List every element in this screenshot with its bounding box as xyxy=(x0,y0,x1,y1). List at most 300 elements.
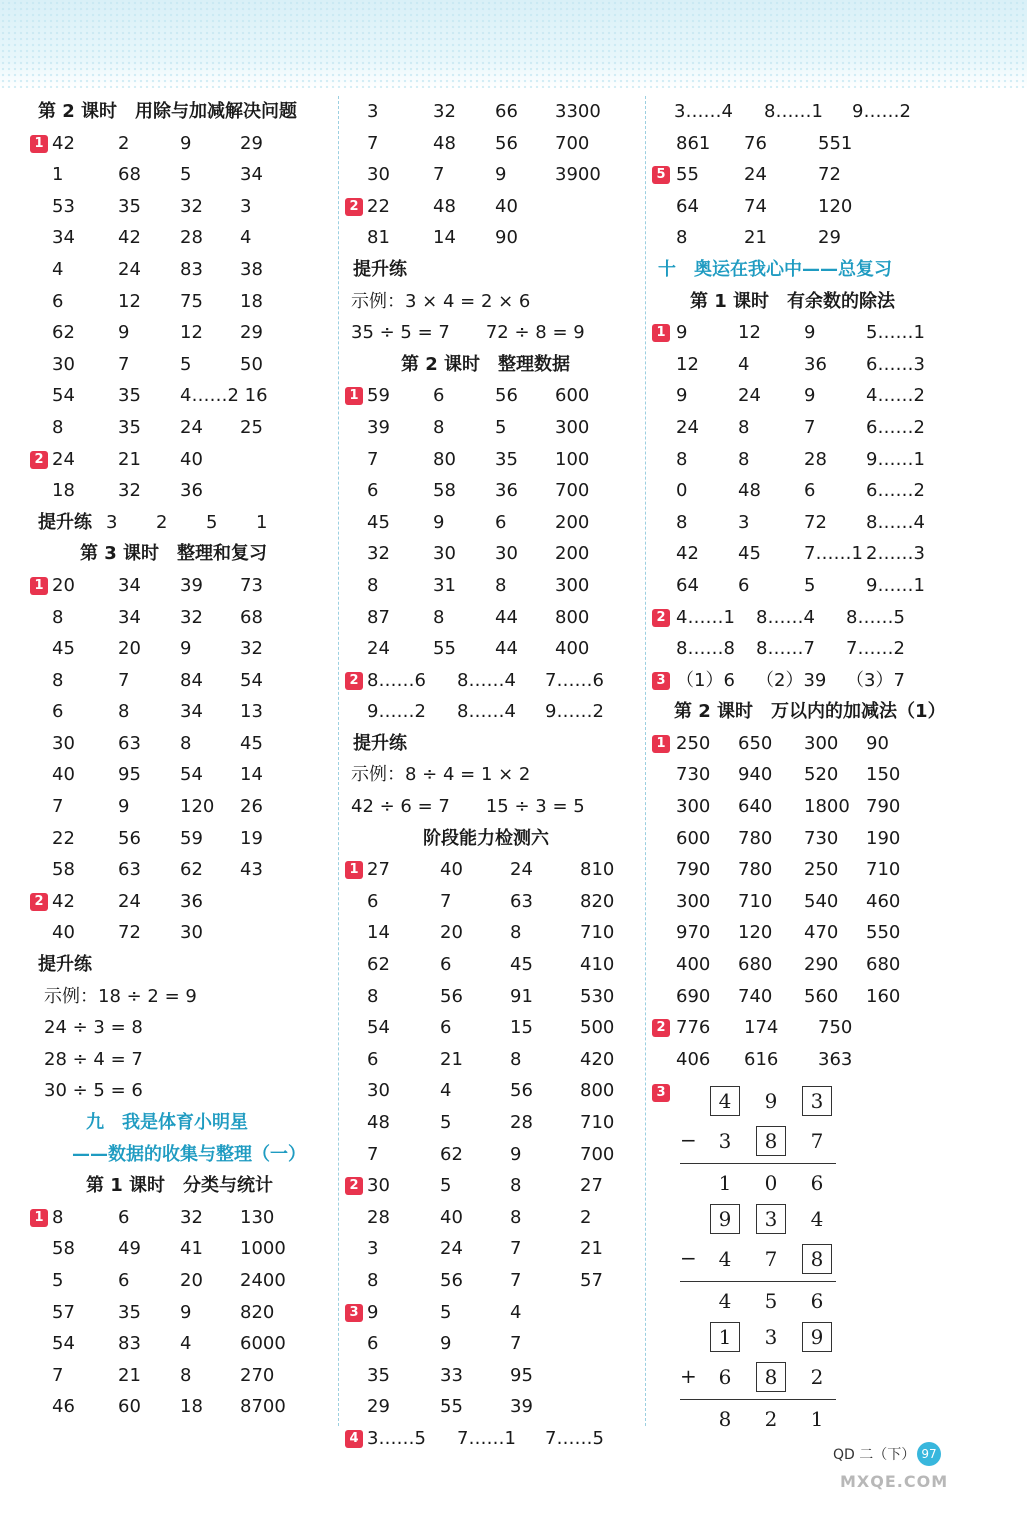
answer-cell: 24 xyxy=(118,890,141,912)
digit: 4 xyxy=(718,1247,732,1271)
filled-digit-box: 3 xyxy=(756,1204,786,1234)
answer-cell: 53 xyxy=(52,195,75,217)
answer-cell: 21 xyxy=(440,1048,463,1070)
question-number-badge: 5 xyxy=(652,166,670,184)
answer-row xyxy=(652,222,992,254)
answer-column-1 xyxy=(30,96,330,1423)
answer-cell: 750 xyxy=(818,1017,853,1039)
answer-cell: 42 xyxy=(52,890,75,912)
answer-cell: 4 xyxy=(738,353,750,375)
answer-cell: 7 xyxy=(118,669,130,691)
lesson-title: 阶段能力检测六 xyxy=(423,827,549,849)
answer-cell: 8 xyxy=(433,606,445,628)
answer-cell: 7 xyxy=(52,796,64,818)
answer-row xyxy=(30,222,330,254)
answer-cell: 8 xyxy=(180,732,192,754)
answer-cell: 8 xyxy=(738,416,750,438)
answer-cell: 6 xyxy=(367,890,379,912)
answer-row xyxy=(345,854,635,886)
answer-cell: 4……1 xyxy=(676,606,735,628)
answer-cell: 8……4 xyxy=(756,606,815,628)
answer-row xyxy=(30,286,330,318)
answer-cell: 7 xyxy=(510,1238,522,1260)
answer-cell: 7 xyxy=(433,164,445,186)
answer-row xyxy=(30,981,330,1013)
answer-cell: 80 xyxy=(433,448,456,470)
answer-cell: 7 xyxy=(118,353,130,375)
answer-cell: 35 xyxy=(118,1301,141,1323)
answer-row xyxy=(30,1202,330,1234)
answer-row xyxy=(652,507,992,539)
answer-cell: 6000 xyxy=(240,1333,286,1355)
answer-cell: 66 xyxy=(495,101,518,122)
answer-cell: 55 xyxy=(676,164,699,186)
answer-cell: 68 xyxy=(240,606,263,628)
answer-cell: 32 xyxy=(433,101,456,122)
answer-cell: 45 xyxy=(510,954,533,976)
answer-cell: 33 xyxy=(440,1364,463,1386)
answer-cell: 64 xyxy=(676,195,699,217)
answer-cell: 7 xyxy=(804,416,816,438)
filled-digit-box: 3 xyxy=(802,1086,832,1116)
answer-cell: 29 xyxy=(367,1396,390,1418)
answer-cell: 700 xyxy=(580,1143,615,1165)
answer-cell: 8……1 xyxy=(764,101,823,122)
result-digit: 1 xyxy=(810,1407,824,1431)
answer-cell: 640 xyxy=(738,796,773,818)
answer-cell: 6 xyxy=(52,290,64,312)
answer-cell: 120 xyxy=(818,195,853,217)
answer-row xyxy=(345,254,635,286)
answer-cell: 970 xyxy=(676,922,711,944)
answer-cell: 6……3 xyxy=(866,353,925,375)
answer-cell: 45 xyxy=(738,543,761,565)
answer-cell: 39 xyxy=(180,574,203,596)
answer-row xyxy=(652,412,992,444)
answer-cell: 200 xyxy=(555,511,590,533)
answer-cell: 6……2 xyxy=(866,480,925,502)
answer-cell: 24 xyxy=(744,164,767,186)
answer-cell: 9 xyxy=(180,1301,192,1323)
answer-cell: 64 xyxy=(676,574,699,596)
answer-row xyxy=(30,191,330,223)
answer-cell: 3 xyxy=(106,511,118,533)
answer-cell: 76 xyxy=(744,132,767,154)
answer-row xyxy=(30,1107,330,1139)
answer-cell: 6 xyxy=(52,701,64,723)
lesson-title: 第 1 课时 有余数的除法 xyxy=(690,290,896,312)
column-divider xyxy=(338,96,339,1426)
answer-cell: 36 xyxy=(804,353,827,375)
answer-cell: 2 xyxy=(118,132,130,154)
answer-cell: 7……1 xyxy=(804,543,863,565)
answer-cell: 520 xyxy=(804,764,839,786)
answer-cell: 30 xyxy=(180,922,203,944)
answer-cell: 54 xyxy=(52,1333,75,1355)
answer-cell: 410 xyxy=(580,954,615,976)
answer-cell: 48 xyxy=(433,132,456,154)
answer-cell: 56 xyxy=(495,385,518,407)
answer-row xyxy=(345,1360,635,1392)
answer-cell: 62 xyxy=(180,859,203,881)
answer-cell: 14 xyxy=(433,227,456,249)
operator-sign: − xyxy=(680,1246,697,1270)
answer-cell: 26 xyxy=(240,796,263,818)
question-number-badge: 2 xyxy=(345,672,363,690)
answer-row xyxy=(345,1391,635,1423)
answer-column-3 xyxy=(652,96,992,1075)
filled-digit-box: 9 xyxy=(710,1204,740,1234)
answer-cell: 63 xyxy=(118,732,141,754)
answer-row xyxy=(30,380,330,412)
answer-row xyxy=(652,981,992,1013)
example-text: 28 ÷ 4 = 7 xyxy=(44,1048,143,1070)
answer-cell: 28 xyxy=(367,1206,390,1228)
answer-row xyxy=(345,507,635,539)
answer-cell: 63 xyxy=(118,859,141,881)
answer-cell: 8 xyxy=(52,606,64,628)
answer-cell: 5 xyxy=(804,574,816,596)
answer-row xyxy=(345,412,635,444)
answer-row xyxy=(30,1233,330,1265)
answer-row xyxy=(652,380,992,412)
answer-cell: 4 xyxy=(240,227,252,249)
answer-row xyxy=(30,349,330,381)
answer-cell: 7……5 xyxy=(545,1427,604,1449)
answer-row xyxy=(345,728,635,760)
answer-row xyxy=(345,1012,635,1044)
answer-cell: 30 xyxy=(367,1080,390,1102)
result-digit: 6 xyxy=(810,1289,824,1313)
question-number-badge: 3 xyxy=(345,1304,363,1322)
answer-cell: 7 xyxy=(367,448,379,470)
answer-cell: 48 xyxy=(738,480,761,502)
answer-cell: 8……6 xyxy=(367,669,426,691)
answer-cell: 9……1 xyxy=(866,448,925,470)
result-digit: 5 xyxy=(764,1289,778,1313)
answer-cell: 20 xyxy=(118,638,141,660)
result-digit: 0 xyxy=(764,1171,778,1195)
answer-cell: 24 xyxy=(738,385,761,407)
answer-cell: （1）6 xyxy=(676,669,735,691)
answer-row xyxy=(345,1265,635,1297)
answer-row xyxy=(345,1139,635,1171)
answer-cell: 30 xyxy=(433,543,456,565)
answer-cell: 7……1 xyxy=(457,1427,516,1449)
answer-cell: 22 xyxy=(52,827,75,849)
answer-cell: 8……4 xyxy=(866,511,925,533)
answer-cell: 72 xyxy=(804,511,827,533)
question-number-badge: 3 xyxy=(652,672,670,690)
answer-row xyxy=(30,728,330,760)
answer-row xyxy=(345,602,635,634)
answer-row xyxy=(345,759,635,791)
answer-cell: 40 xyxy=(440,1206,463,1228)
answer-row xyxy=(30,1297,330,1329)
answer-cell: 8 xyxy=(118,701,130,723)
answer-row xyxy=(345,1202,635,1234)
answer-row xyxy=(30,96,330,128)
answer-row xyxy=(345,475,635,507)
answer-cell: 87 xyxy=(367,606,390,628)
column-divider xyxy=(645,96,646,1426)
answer-cell: 57 xyxy=(580,1269,603,1291)
answer-row xyxy=(652,538,992,570)
calculation-rule xyxy=(680,1163,836,1164)
answer-cell: 40 xyxy=(52,764,75,786)
answer-cell: 95 xyxy=(510,1364,533,1386)
answer-cell: 20 xyxy=(52,574,75,596)
answer-cell: 680 xyxy=(866,954,901,976)
answer-cell: 8 xyxy=(510,922,522,944)
answer-row xyxy=(345,444,635,476)
answer-cell: 34 xyxy=(52,227,75,249)
answer-cell: 3 xyxy=(367,101,379,122)
answer-row xyxy=(30,1139,330,1171)
answer-cell: 2 xyxy=(580,1206,592,1228)
answer-cell: 690 xyxy=(676,985,711,1007)
answer-cell: 3 xyxy=(738,511,750,533)
answer-cell: 9 xyxy=(367,1301,379,1323)
answer-cell: 174 xyxy=(744,1017,779,1039)
answer-cell: 8 xyxy=(676,511,688,533)
answer-row xyxy=(652,159,992,191)
answer-cell: 9 xyxy=(180,638,192,660)
answer-cell: 780 xyxy=(738,827,773,849)
answer-cell: 9 xyxy=(804,385,816,407)
answer-cell: 710 xyxy=(580,922,615,944)
answer-cell: 57 xyxy=(52,1301,75,1323)
answer-cell: 4 xyxy=(440,1080,452,1102)
answer-cell: 1 xyxy=(52,164,64,186)
answer-row xyxy=(652,317,992,349)
answer-cell: 8……8 xyxy=(676,638,735,660)
answer-cell: 21 xyxy=(118,448,141,470)
answer-row xyxy=(345,1170,635,1202)
answer-cell: 44 xyxy=(495,638,518,660)
answer-cell: 6 xyxy=(367,1048,379,1070)
answer-cell: 55 xyxy=(433,638,456,660)
answer-cell: 500 xyxy=(580,1017,615,1039)
answer-cell: 34 xyxy=(118,574,141,596)
answer-cell: 5 xyxy=(52,1269,64,1291)
answer-cell: 6 xyxy=(738,574,750,596)
answer-row xyxy=(345,696,635,728)
answer-cell: 3900 xyxy=(555,164,601,186)
answer-row xyxy=(30,759,330,791)
answer-cell: 56 xyxy=(440,1269,463,1291)
answer-cell: 24 xyxy=(676,416,699,438)
example-text: 示例：18 ÷ 2 = 9 xyxy=(44,985,197,1007)
answer-cell: 2……3 xyxy=(866,543,925,565)
answer-cell: 59 xyxy=(180,827,203,849)
answer-cell: 9 xyxy=(676,322,688,344)
answer-row xyxy=(345,349,635,381)
answer-cell: 6 xyxy=(367,480,379,502)
answer-cell: 35 xyxy=(118,416,141,438)
answer-row xyxy=(652,1012,992,1044)
answer-cell: 8……5 xyxy=(846,606,905,628)
answer-cell: 44 xyxy=(495,606,518,628)
question-number-badge: 2 xyxy=(30,451,48,469)
answer-cell: 75 xyxy=(180,290,203,312)
answer-cell: 8 xyxy=(510,1048,522,1070)
answer-row xyxy=(652,854,992,886)
answer-cell: 46 xyxy=(52,1396,75,1418)
answer-cell: 20 xyxy=(180,1269,203,1291)
answer-row xyxy=(345,791,635,823)
answer-row xyxy=(345,570,635,602)
answer-cell: 710 xyxy=(738,890,773,912)
answer-cell: 6 xyxy=(440,954,452,976)
answer-cell: 18 xyxy=(240,290,263,312)
answer-cell: 24 xyxy=(510,859,533,881)
answer-row xyxy=(30,317,330,349)
answer-row xyxy=(30,1012,330,1044)
answer-cell: 551 xyxy=(818,132,853,154)
answer-cell: 820 xyxy=(580,890,615,912)
practice-label: 提升练 xyxy=(38,954,92,976)
answer-cell: 8……4 xyxy=(457,701,516,723)
answer-row xyxy=(345,1107,635,1139)
answer-row xyxy=(30,159,330,191)
answer-cell: 30 xyxy=(52,732,75,754)
answer-row xyxy=(652,886,992,918)
question-number-badge: 1 xyxy=(652,324,670,342)
answer-cell: 40 xyxy=(180,448,203,470)
answer-cell: 12 xyxy=(676,353,699,375)
answer-cell: 861 xyxy=(676,132,711,154)
answer-column-2 xyxy=(345,96,635,1455)
answer-cell: 28 xyxy=(804,448,827,470)
answer-row xyxy=(30,1328,330,1360)
answer-row xyxy=(30,917,330,949)
answer-cell: 56 xyxy=(118,827,141,849)
answer-cell: 9 xyxy=(510,1143,522,1165)
question-number-badge: 2 xyxy=(652,1019,670,1037)
answer-cell: 4……2 xyxy=(866,385,925,407)
answer-row xyxy=(345,1297,635,1329)
answer-cell: 29 xyxy=(240,132,263,154)
watermark: MXQE.COM xyxy=(840,1472,949,1491)
lesson-title: 第 3 课时 整理和复习 xyxy=(80,543,268,565)
answer-cell: 36 xyxy=(495,480,518,502)
answer-cell: 4 xyxy=(52,258,64,280)
answer-cell: 9 xyxy=(433,511,445,533)
unit-title: 十 奥运在我心中——总复习 xyxy=(658,258,892,280)
answer-cell: 91 xyxy=(510,985,533,1007)
answer-cell: 54 xyxy=(180,764,203,786)
answer-cell: 616 xyxy=(744,1048,779,1070)
answer-cell: 32 xyxy=(180,1206,203,1228)
answer-cell: 8 xyxy=(433,416,445,438)
answer-cell: 406 xyxy=(676,1048,711,1070)
answer-cell: 7……2 xyxy=(846,638,905,660)
answer-cell: 820 xyxy=(240,1301,275,1323)
answer-cell: 32 xyxy=(180,606,203,628)
answer-cell: 3……4 xyxy=(674,101,733,122)
answer-cell: 12 xyxy=(180,322,203,344)
answer-cell: 8 xyxy=(180,1364,192,1386)
answer-row xyxy=(345,286,635,318)
answer-row xyxy=(652,633,992,665)
answer-cell: 63 xyxy=(510,890,533,912)
answer-row xyxy=(652,349,992,381)
unit-title: 九 我是体育小明星 xyxy=(86,1112,248,1133)
answer-cell: 14 xyxy=(367,922,390,944)
answer-cell: 200 xyxy=(555,543,590,565)
answer-row xyxy=(30,570,330,602)
answer-cell: 72 xyxy=(818,164,841,186)
answer-cell: 7 xyxy=(510,1333,522,1355)
answer-cell: 62 xyxy=(367,954,390,976)
answer-row xyxy=(345,1328,635,1360)
answer-cell: 9……2 xyxy=(367,701,426,723)
answer-cell: 940 xyxy=(738,764,773,786)
answer-cell: 8……4 xyxy=(457,669,516,691)
answer-cell: 6 xyxy=(495,511,507,533)
filled-digit-box: 8 xyxy=(802,1244,832,1274)
answer-cell: 1 xyxy=(256,511,268,533)
answer-cell: 55 xyxy=(440,1396,463,1418)
answer-row xyxy=(30,949,330,981)
answer-cell: 8……7 xyxy=(756,638,815,660)
answer-cell: 42 xyxy=(52,132,75,154)
answer-row xyxy=(345,380,635,412)
result-digit: 8 xyxy=(718,1407,732,1431)
calculation-rule xyxy=(680,1399,836,1400)
practice-label: 提升练 xyxy=(353,732,407,754)
answer-row xyxy=(30,1360,330,1392)
answer-cell: 32 xyxy=(240,638,263,660)
answer-row xyxy=(30,538,330,570)
answer-row xyxy=(652,791,992,823)
answer-cell: 45 xyxy=(240,732,263,754)
answer-cell: 9 xyxy=(118,796,130,818)
answer-cell: 790 xyxy=(676,859,711,881)
answer-cell: 68 xyxy=(118,164,141,186)
answer-cell: 21 xyxy=(580,1238,603,1260)
example-text: 42 ÷ 6 = 7 15 ÷ 3 = 5 xyxy=(351,796,585,818)
answer-cell: 7 xyxy=(367,1143,379,1165)
answer-cell: 5 xyxy=(180,353,192,375)
answer-cell: 190 xyxy=(866,827,901,849)
answer-row xyxy=(652,665,992,697)
answer-cell: 730 xyxy=(804,827,839,849)
answer-cell: 21 xyxy=(744,227,767,249)
lesson-title: 第 2 课时 用除与加减解决问题 xyxy=(38,101,298,122)
answer-cell: 460 xyxy=(866,890,901,912)
answer-cell: 420 xyxy=(580,1048,615,1070)
answer-cell: 54 xyxy=(52,385,75,407)
answer-cell: 38 xyxy=(240,258,263,280)
answer-cell: 3 xyxy=(367,1238,379,1260)
question-number-badge: 1 xyxy=(345,861,363,879)
answer-row xyxy=(652,254,992,286)
lesson-title: 第 2 课时 万以内的加减法（1） xyxy=(674,701,946,723)
answer-cell: 363 xyxy=(818,1048,853,1070)
answer-cell: 9 xyxy=(804,322,816,344)
answer-cell: 300 xyxy=(555,416,590,438)
answer-cell: 270 xyxy=(240,1364,275,1386)
answer-cell: 28 xyxy=(180,227,203,249)
answer-cell: 130 xyxy=(240,1206,275,1228)
answer-cell: 28 xyxy=(510,1112,533,1133)
answer-row xyxy=(345,159,635,191)
answer-row xyxy=(30,602,330,634)
answer-cell: 780 xyxy=(738,859,773,881)
answer-cell: 776 xyxy=(676,1017,711,1039)
